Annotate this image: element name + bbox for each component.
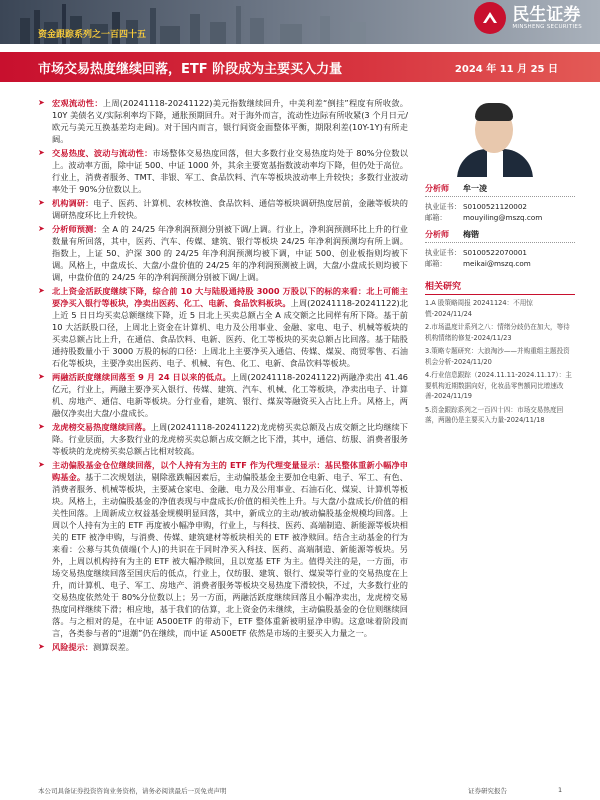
- arrow-bullet-icon: ➤: [38, 422, 45, 431]
- related-item[interactable]: 2.市场温度计系列之八：情绪分歧仍在加大，等待机构情绪的修复-2024/11/23: [425, 323, 570, 342]
- report-title: 市场交易热度继续回落，ETF 阶段成为主要买入力量: [38, 62, 343, 77]
- section-analyst-forecast: ➤ 分析师预测：全 A 的 24/25 年净利润预测分别被下调/上调。行业上，净利润预测环比上升的行业数量有所回落，其中，医药、汽车、传媒、建筑、银行等板块 24/25 年净利润预测均有所上调。指数上，上证 50、沪深 300 的 24/25 年净利润预测均被下调，中证 500、创业板指则均被下调。风格上，中盘成长、大盘/小盘价值的 24/25 年的净利润预测被上调，大盘/小盘成长则均被下调，中盘价值的 24/25 年的净利润预测分别被下调/上调。: [38, 224, 408, 282]
- related-item[interactable]: 5.资金跟踪系列之一百四十四：市场交易热度回落，两融仍是主要买入力量-2024/11/18: [425, 405, 564, 424]
- report-date: 2024 年 11 月 25 日: [454, 64, 558, 75]
- analyst-cert: S0100521120002: [463, 202, 528, 211]
- section-trading-heat: ➤ 交易热度、波动与流动性：市场整体交易热度回落，但大多数行业交易热度均处于 80%分位数以上。波动率方面，除中证 500、中证 1000 外，其余主要宽基指数波动率均下降，但仍处于高位。行业上，消费者服务、TMT、非银、军工、食品饮料、汽车等板块波动率上升较快；多数行业波动率处于 90%分位数以上。: [38, 148, 408, 194]
- analyst-role: 分析师: [425, 230, 449, 239]
- section-institutional-research: ➤ 机构调研：电子、医药、计算机、农林牧渔、食品饮料、通信等板块调研热度居前，金融等板块的调研热度环比上升较快。: [38, 198, 408, 220]
- analyst-email[interactable]: mouyiling@mszq.com: [463, 213, 543, 222]
- analyst-card-2: 分析师 梅锴 执业证书： S0100522070001 邮箱： meikai@mszq.com: [425, 229, 575, 269]
- logo-en-text: MINSHENG SECURITIES: [512, 24, 582, 30]
- arrow-bullet-icon: ➤: [38, 198, 45, 207]
- section-macro-liquidity: ➤ 宏观流动性：上周(20241118-20241122)美元指数继续回升，中美利差“倒挂”程度有所收敛。10Y 美债名义/实际利率均下降，通胀预期回升。对于海外而言，流动性边际有所收紧(3 个月日元/欧元与美元互换基差均走阔)。对于国内而言，银行间资金面整体平衡，期限利差(10Y-1Y)有所走阔。: [38, 98, 408, 144]
- related-research-title: 相关研究: [425, 279, 575, 295]
- section-northbound: ➤ 北上资金活跃度继续下降，综合前 10 大与陆股通持股 3000 万股以下的标的来看：北上可能主要净买入银行等板块，净卖出医药、化工、电新、食品饮料板块。上周(20241118-20241122)北上近 5 日日均买卖总额继续下降，近 5 日北上买卖总额占全 A 成交额之比同样有所下降。基于前 10 大活跃股口径，上周北上资金在计算机、电力及公用事业、金融、家电、电子、机械等板块的买卖总额占比上升，在通信、食品饮料、电新、医药、化工等板块的买卖总额占比回落。基于陆股通持股数量小于 3000 万股的标的口径：上周北上主要净买入通信、传媒、煤炭、商贸零售、石油石化等板块，主要净卖出医药、电子、机械、有色、化工、电新、食品饮料等板块。: [38, 286, 408, 368]
- page-header: [0, 0, 600, 44]
- report-summary: [38, 97, 408, 787]
- analyst-cert: S0100522070001: [463, 248, 528, 257]
- section-active-funds: ➤ 主动偏股基金仓位继续回落，以个人持有为主的 ETF 作为代理变量显示：基民整体重新小幅净申购基金。基于二次规划法，剔除涨跌幅因素后，主动偏股基金主要加仓电新、电子、军工、有色、消费者服务、机械等板块，主要减仓家电、金融、电力及公用事业、石油石化、煤炭、计算机等板块。风格上，主动偏股基金的净值表现与中盘成长/价值的相关性上升。与大盘/小盘成长/价值的相关性回落。上周新成立权益基金规模明显回落，其中，新成立的主动/被动偏股基金规模均回落。上周以个人持有为主的 ETF 再度被小幅净申购，行业上，与科技、医药、高端制造、新能源等板块相关的 ETF 被净申购，与消费、传媒、建筑建材等板块相关的 ETF 被净赎回。结合主动基金的行为来看：公募与其负债端(个人)的共识在于同时净买入科技、医药、高端制造、新能源等板块。另外，上周以机构持有为主的 ETF 被大幅净赎回，且以宽基 ETF 为主。值得关注的是，一方面，市场交易热度继续回落至国庆后的低点，行业上，仅纺服、建筑、银行、煤炭等行业的交易热度在上升，而计算机、电子、军工、房地产、消费者服务等板块交易热度下滑较快，不过，大多数行业的交易热度依然处于 80%分位数以上；另一方面，两融活跃度继续回落且小幅净卖出，龙虎榜交易热度同样继续下滑；相应地，基于我们的估算，北上资金仍未继续，主动偏股基金的仓位则继续回落。与之相对的是，在中证 A500ETF 的带动下，ETF 整体重新被明显净申购。这意味着阶段而言，各类参与者的“退潮”仍在继续，而中证 A500ETF 依然是市场的主要买入力量之一。: [38, 460, 408, 638]
- arrow-bullet-icon: ➤: [38, 98, 45, 107]
- logo-mark-icon: [474, 2, 506, 34]
- arrow-bullet-icon: ➤: [38, 460, 45, 469]
- sidebar: [425, 97, 575, 426]
- related-item[interactable]: 3.策略专题研究：大浪淘沙——并购重组主题投资机会分析-2024/11/20: [425, 347, 570, 366]
- series-label: 资金跟踪系列之一百四十五: [38, 30, 147, 40]
- arrow-bullet-icon: ➤: [38, 148, 45, 157]
- section-risk-warning: ➤ 风险提示：测算误差。: [38, 642, 134, 652]
- related-item[interactable]: 4.行业信息跟踪（2024.11.11-2024.11.17）：主要机构近期数据向好，化妆品零售额同比增速改善-2024/11/19: [425, 371, 572, 400]
- analyst-email[interactable]: meikai@mszq.com: [463, 259, 531, 268]
- section-dragon-tiger: ➤ 龙虎榜交易热度继续回落。上周(20241118-20241122)龙虎榜买卖总额及占成交额之比均继续下降。行业层面，大多数行业的龙虎榜买卖总额占成交额之比下滑，其中，通信、纺服、消费者服务等板块的龙虎榜买卖总额占比相对较高。: [38, 422, 408, 456]
- related-item[interactable]: 1.A 股策略周报 20241124：不用惊慌-2024/11/24: [425, 299, 533, 318]
- analyst-name: 牟一凌: [463, 184, 487, 193]
- arrow-bullet-icon: ➤: [38, 286, 45, 295]
- arrow-bullet-icon: ➤: [38, 372, 45, 381]
- title-bar: [0, 52, 600, 82]
- arrow-bullet-icon: ➤: [38, 642, 45, 651]
- analyst-role: 分析师: [425, 184, 449, 193]
- analyst-card-1: 分析师 牟一凌 执业证书： S0100521120002 邮箱： mouyiling@mszq.com: [425, 183, 575, 223]
- minsheng-logo: [474, 2, 582, 34]
- arrow-bullet-icon: ➤: [38, 224, 45, 233]
- analyst-photo: [435, 97, 555, 177]
- disclaimer-text: 本公司具备证券投资咨询业务资格，请务必阅读最后一页免责声明: [38, 787, 227, 795]
- logo-cn-text: 民生证券: [512, 5, 581, 25]
- section-margin-trading: ➤ 两融活跃度继续回落至 9 月 24 日以来的低点。上周(20241118-20241122)两融净卖出 41.46 亿元，行业上，两融主要净买入银行、传媒、建筑、汽车、机械、化工等板块，净卖出电子、计算机、房地产、通信、电新等板块。分行业看，建筑、银行、煤炭等融资买入占比上升。风格上，两融仅净卖出大盘/小盘成长。: [38, 372, 408, 418]
- analyst-name: 梅锴: [463, 230, 479, 239]
- page-number: 1: [558, 786, 563, 794]
- report-type: 证券研究报告: [468, 787, 507, 795]
